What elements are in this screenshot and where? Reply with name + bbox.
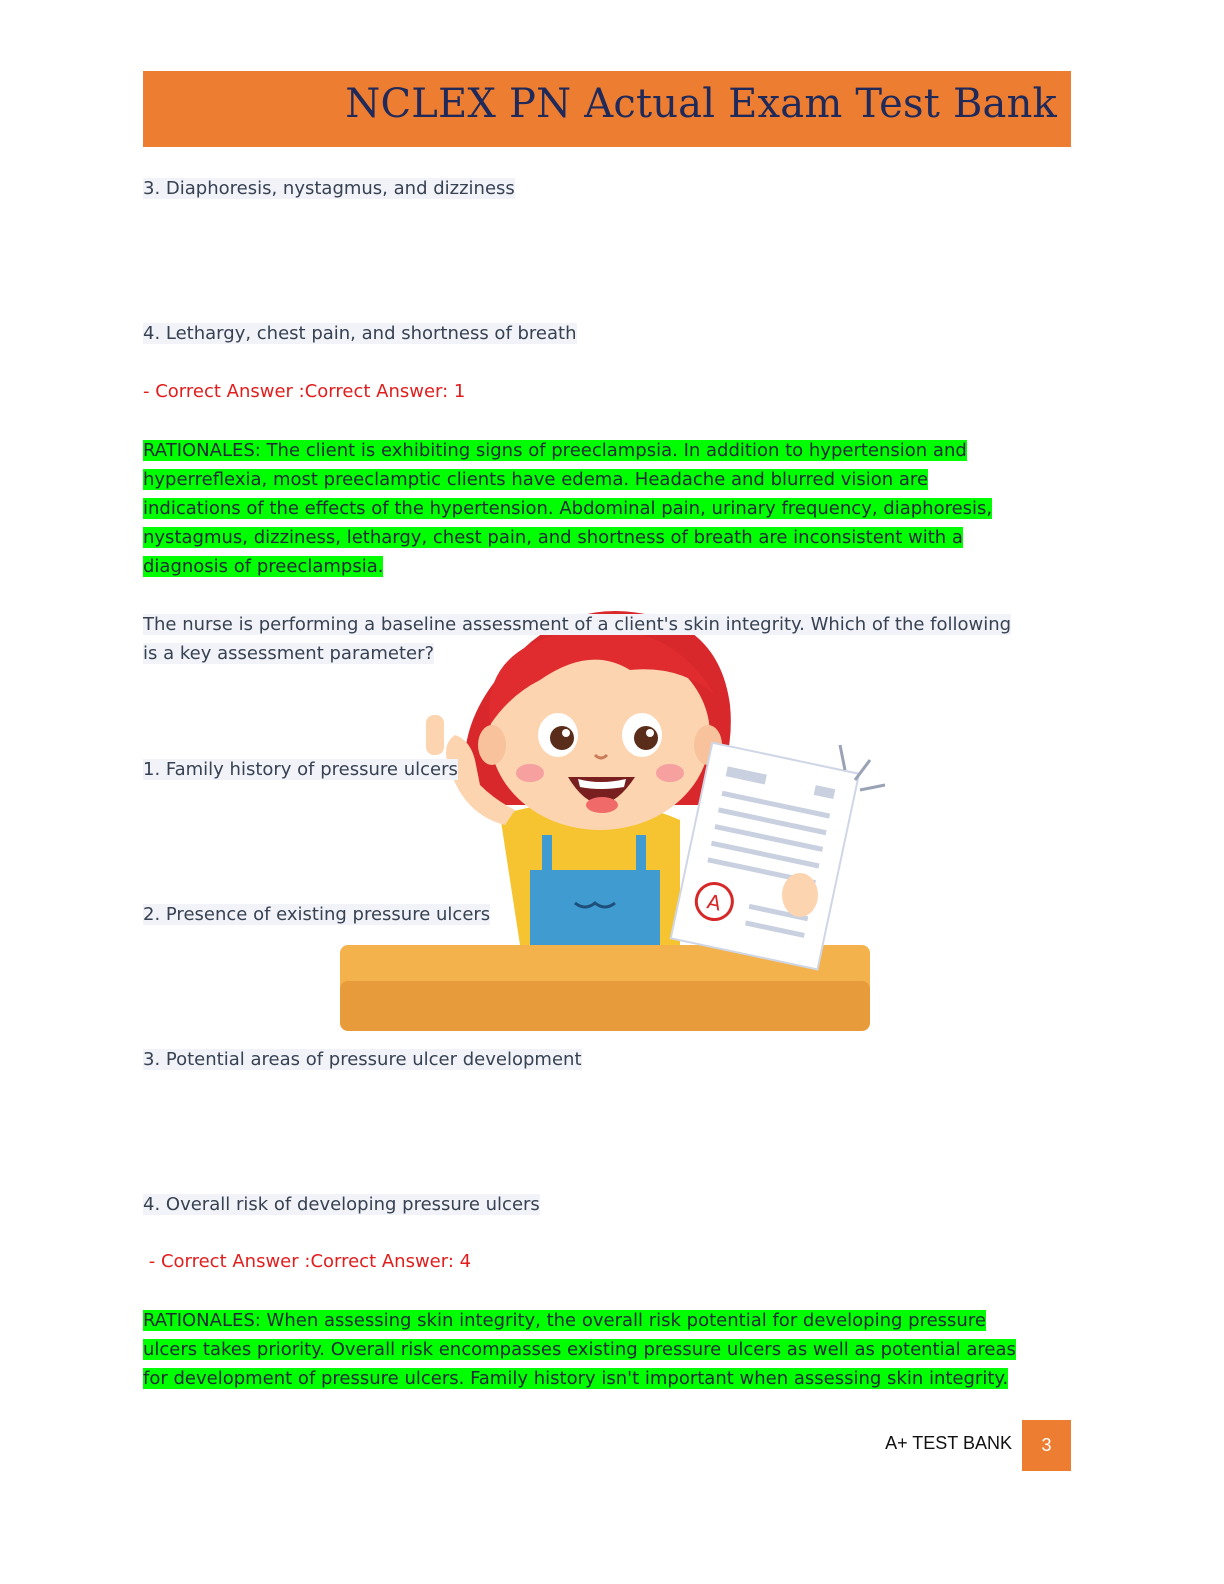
rationale-prev (143, 436, 1073, 581)
page-title: NCLEX PN Actual Exam Test Bank (345, 81, 1057, 127)
option-3-prev: 3. Diaphoresis, nystagmus, and dizziness (143, 178, 515, 199)
question-stem (143, 610, 1073, 668)
rationale-line: nystagmus, dizziness, lethargy, chest pain, and shortness of breath are inconsistent with a (143, 527, 963, 548)
rationale-line: hyperreflexia, most preeclamptic clients have edema. Headache and blurred vision are (143, 469, 929, 490)
rationale-line: indications of the effects of the hypertension. Abdominal pain, urinary frequency, diaphoresis, (143, 498, 993, 519)
correct-answer-prev: - Correct Answer :Correct Answer: 1 (143, 381, 466, 402)
question-stem-line: The nurse is performing a baseline assessment of a client's skin integrity. Which of the following (143, 614, 1012, 635)
option-3: 3. Potential areas of pressure ulcer development (143, 1049, 582, 1070)
correct-answer: - Correct Answer :Correct Answer: 4 (143, 1251, 472, 1272)
footer-label: A+ TEST BANK (885, 1433, 1012, 1453)
rationale-line: diagnosis of preeclampsia. (143, 556, 384, 577)
option-2: 2. Presence of existing pressure ulcers (143, 904, 491, 925)
option-1: 1. Family history of pressure ulcers (143, 759, 458, 780)
paper-grade: A (704, 889, 724, 916)
rationale-line: RATIONALES: The client is exhibiting signs of preeclampsia. In addition to hypertension and (143, 440, 967, 461)
rationale-line: for development of pressure ulcers. Family history isn't important when assessing skin integrity. (143, 1368, 1009, 1389)
page-number: 3 (1022, 1420, 1071, 1471)
rationale-line: ulcers takes priority. Overall risk encompasses existing pressure ulcers as well as potential areas (143, 1339, 1016, 1360)
rationale-line: RATIONALES: When assessing skin integrity, the overall risk potential for developing pressure (143, 1310, 986, 1331)
question-stem-line: is a key assessment parameter? (143, 643, 435, 664)
header-banner (143, 71, 1071, 147)
option-4-prev: 4. Lethargy, chest pain, and shortness of breath (143, 323, 577, 344)
rationale (143, 1306, 1073, 1393)
option-4: 4. Overall risk of developing pressure ulcers (143, 1194, 540, 1215)
